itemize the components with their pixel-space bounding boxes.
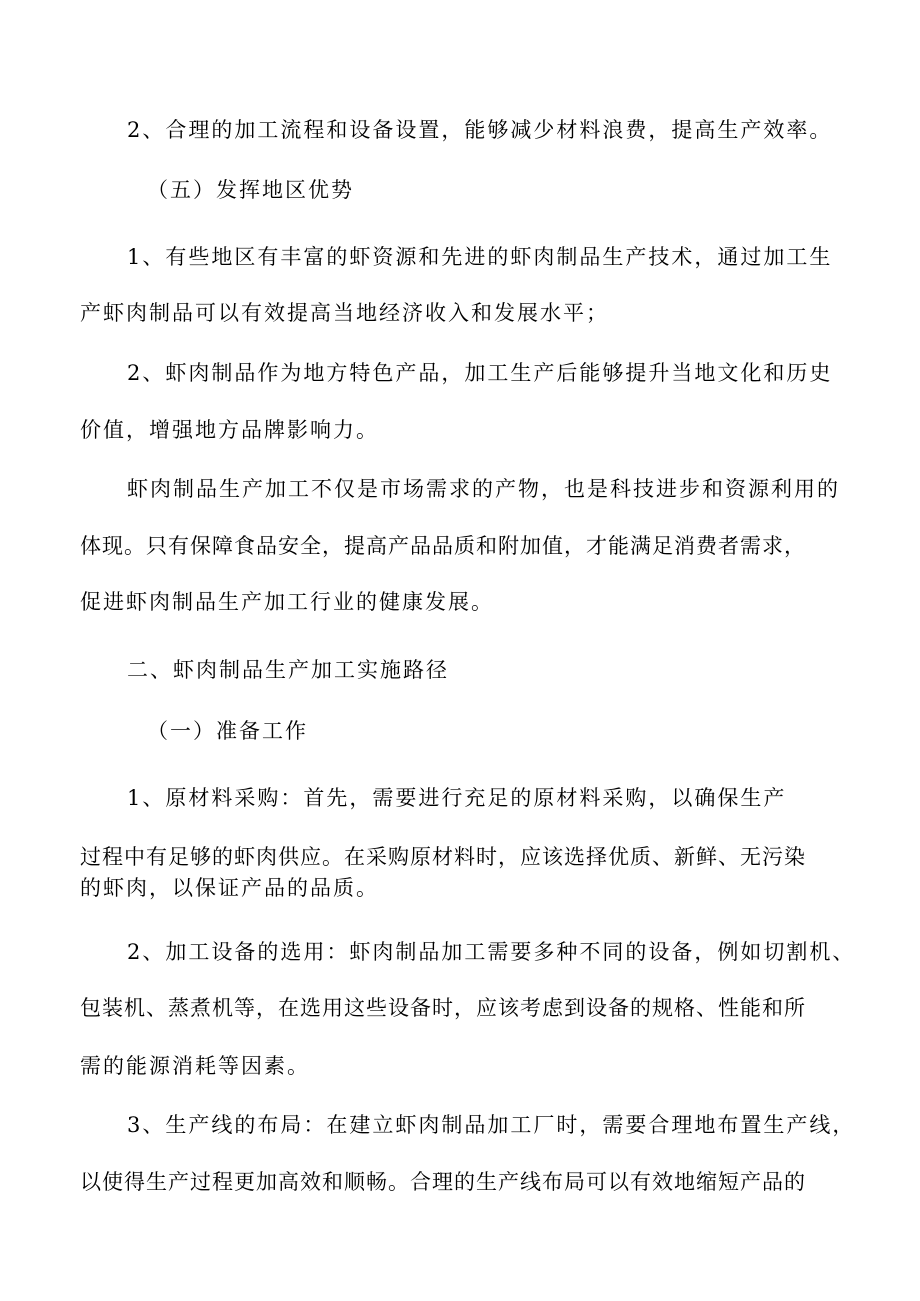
section-heading: （五）发挥地区优势 [147, 178, 354, 202]
paragraph-line: 以使得生产过程更加高效和顺畅。合理的生产线布局可以有效地缩短产品的 [80, 1170, 806, 1194]
chapter-heading: 二、虾肉制品生产加工实施路径 [127, 658, 449, 682]
paragraph-line: 过程中有足够的虾肉供应。在采购原材料时，应该选择优质、新鲜、无污染 [80, 845, 806, 869]
paragraph-line: 体现。只有保障食品安全，提高产品品质和附加值，才能满足消费者需求， [80, 534, 806, 558]
paragraph-line: 2、虾肉制品作为地方特色产品，加工生产后能够提升当地文化和历史 [127, 361, 833, 385]
paragraph-line: 促进虾肉制品生产加工行业的健康发展。 [80, 590, 494, 614]
paragraph-line: 1、原材料采购：首先，需要进行充足的原材料采购，以确保生产 [127, 786, 787, 810]
section-heading: （一）准备工作 [147, 719, 308, 743]
paragraph-line: 价值，增强地方品牌影响力。 [80, 418, 379, 442]
paragraph-line: 包装机、蒸煮机等，在选用这些设备时，应该考虑到设备的规格、性能和所 [80, 996, 806, 1020]
paragraph-line: 虾肉制品生产加工不仅是市场需求的产物，也是科技进步和资源利用的 [127, 477, 840, 501]
paragraph-line: 需的能源消耗等因素。 [80, 1054, 310, 1078]
paragraph-line: 3、生产线的布局：在建立虾肉制品加工厂时，需要合理地布置生产线， [127, 1113, 856, 1137]
paragraph-line: 2、加工设备的选用：虾肉制品加工需要多种不同的设备，例如切割机、 [127, 940, 856, 964]
paragraph-line: 1、有些地区有丰富的虾资源和先进的虾肉制品生产技术，通过加工生 [127, 245, 833, 269]
paragraph-line: 产虾肉制品可以有效提高当地经济收入和发展水平； [80, 301, 609, 325]
paragraph-line: 的虾肉，以保证产品的品质。 [80, 876, 379, 900]
paragraph-line: 2、合理的加工流程和设备设置，能够减少材料浪费，提高生产效率。 [127, 118, 833, 142]
